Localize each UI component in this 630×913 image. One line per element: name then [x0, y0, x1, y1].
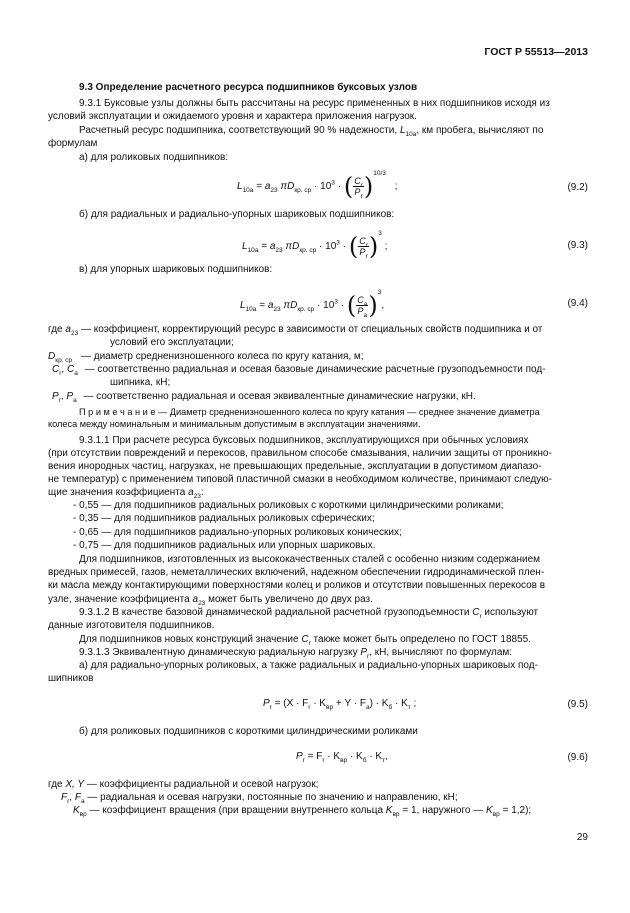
- where-cr-ca: [52, 363, 546, 376]
- text: , км пробега, вычисляют по: [416, 125, 544, 136]
- text: может быть увеличено до двух раз.: [205, 594, 373, 605]
- symbol: a: [65, 324, 71, 335]
- item-b-ball: б) для радиальных и радиально-упорных шариковых подшипников:: [79, 209, 395, 220]
- eq-text: ;: [410, 698, 417, 709]
- eq-symbol: a: [267, 300, 274, 311]
- subscript: a: [74, 370, 78, 377]
- eq-fraction: [356, 294, 368, 319]
- subscript: r: [67, 798, 70, 805]
- item-c-thrust: в) для упорных шариковых подшипников:: [79, 264, 273, 275]
- para-9-3-1-line2: условий эксплуатации и ожидаемого уровня и характера приложения нагрузок.: [48, 111, 417, 122]
- subscript: вр: [79, 811, 87, 818]
- equation-9-4: $L_{10a} = a_{23}$ $\pi D_{кр. ср} \cdot 10^3$ · ( $\frac{C_a}{P_a}$ )$^3$,: [240, 289, 385, 320]
- eq-symbol: P: [354, 186, 361, 197]
- text: 9.3.1.3 Эквивалентную динамическую радиальную нагрузку: [79, 647, 358, 658]
- eq-text: ;: [384, 241, 388, 252]
- eq-sub: б: [388, 704, 393, 711]
- eq-sub: r: [360, 192, 363, 200]
- text: — радиальная и осевая нагрузки, постоянные по значению и направлению, кН;: [87, 792, 458, 803]
- eq-sub: r: [302, 757, 305, 764]
- where-kvr: [73, 804, 531, 817]
- text: узле, значение коэффициента: [48, 594, 190, 605]
- para-9-3-1-1-line3: вения инородных частиц, нагрузках, не превышающих предельные, эксплуатации в допустимом диапазо-: [48, 461, 542, 472]
- eq-sub: т: [407, 704, 411, 711]
- list-item: - 0,65 — для подшипников радиально-упорных роликовых конических;: [73, 527, 402, 538]
- eq-sub: r: [269, 704, 272, 711]
- text: — коэффициент, корректирующий ресурс в зависимости от специальных свойств подшипника и от: [80, 324, 543, 335]
- eq-sub: r: [322, 757, 325, 764]
- symbol: C: [472, 607, 480, 618]
- eq-sub: 10a: [245, 306, 257, 313]
- eq-sup: 3: [334, 298, 338, 306]
- para-new-designs: [79, 633, 531, 646]
- eq-sub: кр. ср: [294, 187, 312, 194]
- eq-symbol: πD: [280, 181, 295, 192]
- eq-text: ·: [340, 300, 345, 311]
- equation-number-9-3: (9.3): [567, 240, 588, 251]
- eq-sup: 3: [377, 289, 382, 296]
- equation-number-9-5: (9.5): [567, 699, 588, 710]
- para-steel-line2: вредных примесей, газов, неметаллических включений, надежном обеспечении гидродинамической плен-: [48, 567, 545, 578]
- subscript: 23: [198, 600, 206, 607]
- eq-text: ·: [337, 181, 342, 192]
- symbol: a: [192, 594, 199, 605]
- equation-9-3: $L_{10a} = a_{23}$ $\pi D_{кр. ср} \cdot 10^3$ · ( $\frac{C_r}{P_r}$ )$^3$ ;: [242, 230, 388, 261]
- symbol: a: [188, 487, 194, 498]
- eq-sub: 23: [273, 306, 281, 313]
- eq-fraction: [353, 175, 364, 200]
- text: — коэффициенты радиальной и осевой нагрузок;: [86, 779, 319, 790]
- item-a-radial-line2: шипников: [48, 673, 94, 684]
- item-a-radial-line1: а) для радиально-упорных роликовых, а также радиальных и радиально-упорных шариковых под-: [79, 660, 538, 671]
- para-9-3-1-line1: 9.3.1 Буксовые узлы должны быть рассчитаны на ресурс примененных в них подшипников исходя из: [79, 98, 550, 109]
- eq-text: · K: [392, 698, 408, 709]
- text: также может быть определено по ГОСТ 18855.: [310, 634, 532, 645]
- text: :: [200, 487, 204, 498]
- eq-symbol: P: [263, 698, 270, 709]
- eq-text: · 10: [314, 181, 332, 192]
- eq-sub: 23: [275, 247, 283, 254]
- eq-sub: 10a: [247, 247, 259, 254]
- subscript: r: [308, 640, 311, 647]
- list-item: - 0,75 — для подшипников радиальных или упорных шариковых.: [73, 540, 376, 551]
- where-a23-cont: условий его эксплуатации;: [110, 337, 234, 348]
- note-line2: колеса между номинальным и минимальным допустимым в эксплуатации значениями.: [48, 419, 421, 429]
- subscript: r: [58, 397, 61, 404]
- text: ,: [69, 792, 73, 803]
- where-cr-ca-cont: шипника, кН;: [110, 377, 171, 388]
- eq-sub: r: [365, 241, 368, 249]
- subscript: 23: [193, 493, 201, 500]
- eq-sub: вр: [325, 704, 334, 711]
- equation-number-9-4: (9.4): [567, 298, 588, 309]
- list-item: - 0,35 — для подшипников радиальных роликовых сферических;: [73, 513, 375, 524]
- eq-text: ) · K: [369, 698, 389, 709]
- eq-text: · K: [310, 698, 326, 709]
- eq-symbol: πD: [283, 300, 298, 311]
- eq-text: (X · F: [283, 698, 309, 709]
- eq-symbol: πD: [285, 241, 300, 252]
- equation-9-2: $L_{10a} = a_{23}$ $\pi D_{кр. ср} \cdot 10^3$ · ( $\frac{C_r}{P_r}$ )$^{10/3}$ ;: [237, 170, 398, 201]
- eq-symbol: a: [269, 241, 276, 252]
- para-9-3-1-1-line5: [48, 486, 204, 499]
- item-a-roller: а) для роликовых подшипников:: [79, 152, 229, 163]
- item-b-cyl-roller: б) для роликовых подшипников с короткими цилиндрическими роликами: [79, 726, 418, 737]
- symbol: P: [66, 391, 74, 402]
- eq-symbol: P: [296, 751, 303, 762]
- eq-sup: 3: [331, 179, 335, 187]
- eq-symbol: P: [359, 246, 366, 257]
- eq-sub: кр. ср: [299, 247, 317, 254]
- symbol: D: [48, 351, 56, 362]
- eq-text: · 10: [319, 241, 337, 252]
- eq-sub: a: [363, 300, 368, 308]
- symbol: K: [73, 805, 80, 816]
- eq-fraction: [358, 235, 369, 260]
- eq-text: ,: [381, 300, 385, 311]
- eq-text: ,: [385, 751, 388, 762]
- standard-header: ГОСТ Р 55513—2013: [484, 46, 588, 58]
- symbol: L: [399, 125, 406, 136]
- text: — диаметр средненизношенного колеса по кругу катания, м;: [80, 351, 364, 362]
- where-x-y: [48, 778, 318, 791]
- eq-sub: r: [365, 252, 368, 260]
- text: — коэффициент вращения (при вращении внутреннего кольца: [89, 805, 384, 816]
- eq-symbol: P: [357, 305, 364, 316]
- equation-9-6: [296, 751, 388, 762]
- symbol: C: [301, 634, 309, 645]
- subscript: вр: [392, 811, 400, 818]
- text: , кН, вычисляют по формулам:: [369, 647, 513, 658]
- symbol: P: [52, 391, 59, 402]
- text: — соответственно радиальная и осевая базовые динамические расчетные грузоподъемности под-: [84, 364, 546, 375]
- eq-symbol: C: [354, 175, 361, 186]
- eq-text: · K: [366, 751, 383, 762]
- text: = 1,2);: [502, 805, 532, 816]
- subscript: r: [367, 653, 370, 660]
- para-steel-line1: Для подшипников, изготовленных из высококачественных сталей с особенно низким содержанием: [79, 554, 541, 565]
- page-number: 29: [576, 832, 588, 843]
- text: используют: [481, 607, 539, 618]
- eq-symbol: a: [264, 181, 271, 192]
- para-resource-line1: [79, 124, 543, 137]
- subscript: кр. ср: [55, 357, 73, 364]
- subscript: r: [479, 613, 482, 620]
- note-line1: П р и м е ч а н и е — Диаметр средненизношенного колеса по кругу катания — среднее значение диаметра: [79, 407, 540, 417]
- eq-text: + Y · F: [333, 698, 366, 709]
- eq-sub: т: [382, 757, 386, 764]
- eq-sub: a: [365, 704, 370, 711]
- para-9-3-1-2-line2: данные изготовителя подшипников.: [48, 620, 215, 631]
- equation-number-9-2: (9.2): [567, 182, 588, 193]
- eq-sub: 23: [270, 187, 278, 194]
- symbol: F: [61, 792, 68, 803]
- para-steel-line4: [48, 593, 373, 606]
- where-a23: [48, 323, 542, 336]
- eq-sub: a: [363, 311, 368, 319]
- subscript: 23: [70, 330, 79, 337]
- equation-9-5: [263, 698, 416, 709]
- equation-number-9-6: (9.6): [567, 752, 588, 763]
- eq-text: ;: [394, 181, 398, 192]
- where-dkr: [48, 350, 364, 363]
- eq-text: =: [271, 698, 284, 709]
- subscript: вр: [492, 811, 500, 818]
- where-pr-pa: [52, 390, 476, 403]
- eq-symbol: C: [357, 294, 364, 305]
- text: = 1, наружного —: [402, 805, 484, 816]
- subscript: a: [80, 798, 85, 805]
- eq-symbol: L: [242, 241, 248, 252]
- para-9-3-1-1-line1: 9.3.1.1 При расчете ресурса буксовых подшипников, эксплуатирующихся при обычных условиях: [79, 435, 529, 446]
- symbol: K: [486, 805, 493, 816]
- eq-symbol: L: [237, 181, 243, 192]
- eq-text: ·: [342, 241, 347, 252]
- para-resource-line2: формулам: [48, 138, 98, 149]
- eq-text: = F: [304, 751, 323, 762]
- eq-sup: 10/3: [373, 170, 386, 177]
- text: — соответственно радиальная и осевая эквивалентные динамические нагрузки, кН.: [83, 391, 476, 402]
- eq-sub: вр: [340, 757, 348, 764]
- text: где: [48, 779, 63, 790]
- eq-sup: 3: [378, 230, 382, 237]
- symbol: X, Y: [65, 779, 85, 790]
- subscript: a: [73, 397, 77, 404]
- symbol: C: [52, 364, 60, 375]
- text: 9.3.1.2 В качестве базовой динамической радиальной расчетной грузоподъемности: [79, 607, 470, 618]
- text: Расчетный ресурс подшипника, соответствующий 90 % надежности,: [79, 125, 398, 136]
- symbol: C: [66, 364, 75, 375]
- eq-sub: кр. ср: [297, 306, 315, 313]
- list-item: - 0,55 — для подшипников радиальных роликовых с короткими цилиндрическими роликами;: [73, 500, 504, 511]
- text: ,: [61, 364, 65, 375]
- text: Для подшипников новых конструкций значение: [79, 634, 299, 645]
- symbol: K: [385, 805, 393, 816]
- eq-sub: 10a: [242, 187, 254, 194]
- text: где: [48, 324, 63, 335]
- para-steel-line3: ки масла между контактирующими поверхностями колец и роликов и отсутствии повышенных перекосов в: [48, 580, 546, 591]
- eq-text: · 10: [317, 300, 335, 311]
- text: щие значения коэффициента: [48, 487, 186, 498]
- symbol: P: [360, 647, 368, 658]
- para-9-3-1-3: [79, 646, 512, 659]
- where-fr-fa: [61, 791, 458, 804]
- eq-symbol: C: [359, 235, 366, 246]
- para-9-3-1-2-line1: [79, 606, 538, 619]
- para-9-3-1-1-line2: (при отсутствии повреждений и перекосов, правильном способе смазывания, наличии защиты от проникно-: [48, 448, 552, 459]
- para-9-3-1-1-line4: не температур) с применением типовой пластичной смазки в необходимом количестве, принимают следую-: [48, 474, 553, 485]
- eq-sup: 3: [336, 239, 340, 247]
- section-title: 9.3 Определение расчетного ресурса подшипников буксовых узлов: [79, 82, 418, 93]
- text: ,: [60, 391, 64, 402]
- eq-text: · K: [347, 751, 363, 762]
- eq-sub: r: [308, 704, 311, 711]
- symbol: F: [74, 792, 81, 803]
- eq-symbol: L: [240, 300, 246, 311]
- subscript: r: [59, 370, 62, 377]
- subscript: 10a: [405, 131, 417, 138]
- eq-sub: б: [362, 757, 367, 764]
- eq-sub: r: [360, 181, 363, 189]
- eq-text: · K: [324, 751, 341, 762]
